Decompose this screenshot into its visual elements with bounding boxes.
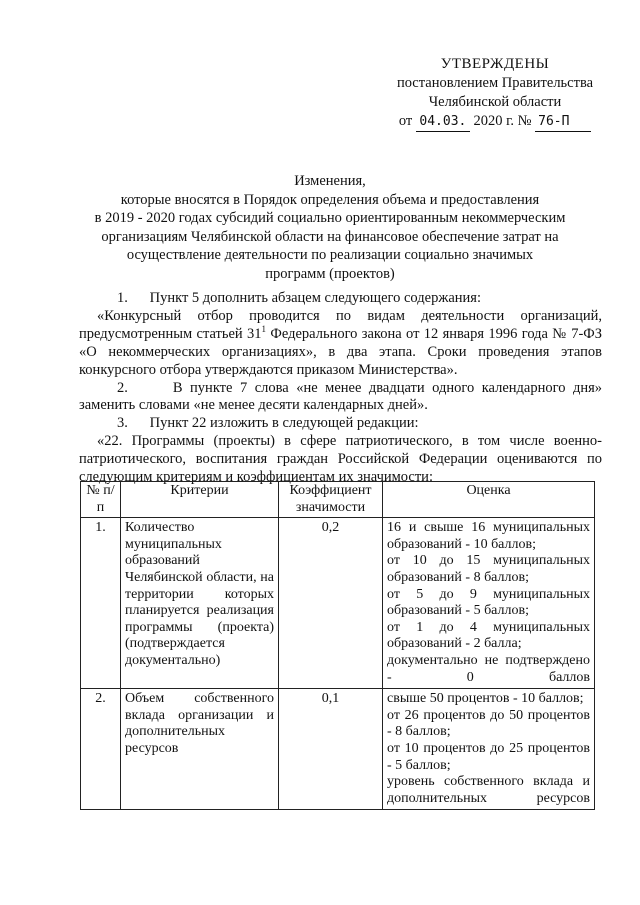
header-coef: Коэффициент значимости	[279, 482, 383, 518]
title-line-1: Изменения,	[294, 173, 366, 189]
approval-from: от	[398, 113, 413, 129]
document-title	[60, 172, 600, 284]
title-line-4: организациям Челябинской области на финансовое обеспечение затрат на	[101, 228, 559, 245]
row-2-eval-item: от 10 процентов до 25 процентов - 5 баллов;	[387, 740, 590, 773]
table-header-row	[81, 482, 595, 518]
quote-1-part-b: Федерального закона от 12 января 1996 года № 7-ФЗ «О некоммерческих организациях», в два этапа. Сроки проведения этапов конкурсного отбора утверждаются приказом Министерства».	[79, 325, 602, 378]
approval-stamp	[380, 55, 610, 132]
approval-heading: УТВЕРЖДЕНЫ	[440, 56, 550, 72]
header-criteria: Критерии	[121, 482, 279, 518]
row-2-criteria: Объем собственного вклада организации и дополнительных ресурсов	[121, 689, 279, 810]
quote-1-superscript: 1	[261, 323, 267, 334]
row-1-coef: 0,2	[279, 518, 383, 689]
criteria-table	[80, 481, 595, 810]
title-line-2: которые вносятся в Порядок определения объема и предоставления	[120, 191, 540, 208]
row-1-eval-item: 16 и свыше 16 муниципальных образований - 10 баллов;	[387, 520, 590, 552]
paragraph-quote-1	[79, 308, 602, 380]
row-2-eval-item: от 26 процентов до 50 процентов - 8 баллов;	[387, 707, 590, 740]
header-eval: Оценка	[383, 482, 595, 518]
row-1-num: 1.	[81, 518, 121, 689]
row-2-eval	[383, 689, 595, 810]
approval-line-1: постановлением Правительства	[396, 75, 594, 91]
title-line-6: программ (проектов)	[265, 265, 395, 282]
row-1-eval	[383, 518, 595, 689]
document-body	[79, 290, 602, 487]
row-2-eval-item: свыше 50 процентов - 10 баллов;	[387, 691, 584, 707]
row-1-criteria: Количество муниципальных образований Челябинской области, на территории которых планируется реализация программы (проекта) (подтверждается документально)	[121, 518, 279, 689]
quote-1-part-a: «Конкурсный отбор проводится по видам деятельности организаций, предусмотренным статьей 31	[79, 307, 602, 342]
header-num: № п/п	[81, 482, 121, 518]
approval-line-2: Челябинской области	[428, 94, 562, 110]
title-line-3: в 2019 - 2020 годах субсидий социально ориентированным некоммерческим	[94, 210, 566, 227]
row-2-num: 2.	[81, 689, 121, 810]
paragraph-quote-22: «22. Программы (проекты) в сфере патриотического, в том числе военно-патриотического, воспитания граждан Российской Федерации оцениваются по следующим критериям и коэффициентам их значимости:	[79, 433, 602, 486]
paragraph-item-3: 3. Пункт 22 изложить в следующей редакции:	[117, 415, 419, 432]
paragraph-item-1: 1. Пункт 5 дополнить абзацем следующего содержания:	[117, 290, 481, 306]
row-1-eval-item: от 1 до 4 муниципальных образований - 2 балла;	[387, 619, 590, 652]
table-row	[81, 689, 595, 810]
table-row	[81, 518, 595, 689]
row-1-eval-item: от 5 до 9 муниципальных образований - 5 баллов;	[387, 586, 590, 619]
row-1-eval-item: от 10 до 15 муниципальных образований - 8 баллов;	[387, 553, 590, 585]
approval-year: 2020 г. №	[473, 113, 532, 129]
row-1-eval-item: документально не подтверждено - 0 баллов	[387, 652, 590, 685]
row-2-eval-item: уровень собственного вклада и дополнительных ресурсов	[387, 774, 590, 806]
approval-date-line	[380, 112, 610, 132]
approval-date: 04.03.	[416, 112, 470, 132]
row-2-coef: 0,1	[279, 689, 383, 810]
title-line-5: осуществление деятельности по реализации социально значимых	[126, 247, 534, 264]
approval-number: 76-П	[535, 112, 591, 132]
paragraph-item-2: 2. В пункте 7 слова «не менее двадцати одного календарного дня» заменить словами «не менее десяти календарных дней».	[79, 379, 602, 414]
